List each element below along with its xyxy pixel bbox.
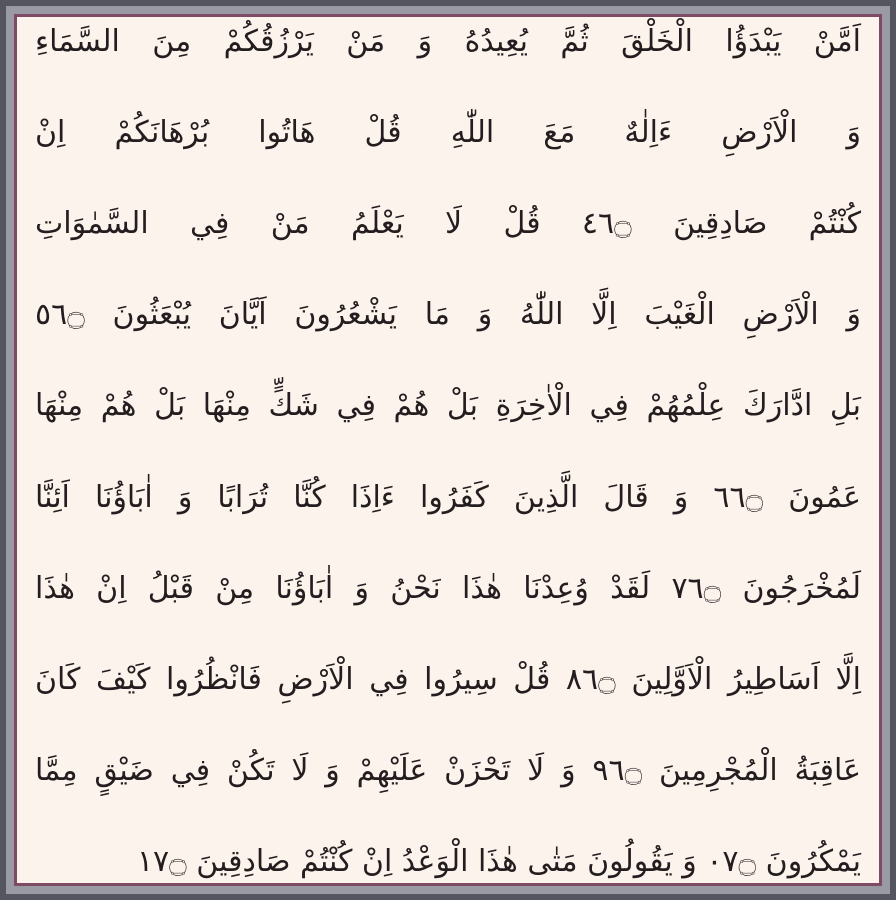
quran-line: اِلَّا اَسَاطِيرُ الْاَوَّلِينَ ۝٦٨ قُلْ سِيرُوا فِي الْاَرْضِ فَانْظُرُوا كَيْفَ كَانَ (35, 661, 861, 697)
quran-line: بَلِ ادَّارَكَ عِلْمُهُمْ فِي الْاٰخِرَةِ بَلْ هُمْ فِي شَكٍّ مِنْهَا بَلْ هُمْ مِنْهَا (35, 388, 861, 424)
quran-line: وَ الْاَرْضِ الْغَيْبَ اِلَّا اللّٰهُ وَ مَا يَشْعُرُونَ اَيَّانَ يُبْعَثُونَ ۝٦٥ (35, 297, 861, 333)
page-paper (17, 17, 879, 883)
quran-line: عَمُونَ ۝٦٦ وَ قَالَ الَّذِينَ كَفَرُوا ءَاِذَا كُنَّا تُرَابًا وَ اٰبَاؤُنَا اَئِنَّا (35, 479, 861, 515)
quran-line: اَمَّنْ يَبْدَؤُا الْخَلْقَ ثُمَّ يُعِيدُهُ وَ مَنْ يَرْزُقُكُمْ مِنَ السَّمَاءِ (35, 24, 861, 59)
quran-text-block (31, 24, 865, 879)
quran-line: وَ الْاَرْضِ ءَاِلٰهٌ مَعَ اللّٰهِ قُلْ هَاتُوا بُرْهَانَكُمْ اِنْ (35, 115, 861, 151)
quran-line: لَمُخْرَجُونَ ۝٦٧ لَقَدْ وُعِدْنَا هٰذَا نَحْنُ وَ اٰبَاؤُنَا مِنْ قَبْلُ اِنْ هٰذَا (35, 570, 861, 606)
quran-line: يَمْكُرُونَ ۝٧٠ وَ يَقُولُونَ مَتٰى هٰذَا الْوَعْدُ اِنْ كُنْتُمْ صَادِقِينَ ۝٧١ (136, 843, 861, 879)
quran-line: عَاقِبَةُ الْمُجْرِمِينَ ۝٦٩ وَ لَا تَحْزَنْ عَلَيْهِمْ وَ لَا تَكُنْ فِي ضَيْقٍ مِمَّا (35, 752, 861, 788)
quran-line: كُنْتُمْ صَادِقِينَ ۝٦٤ قُلْ لَا يَعْلَمُ مَنْ فِي السَّمٰوَاتِ (35, 206, 861, 242)
